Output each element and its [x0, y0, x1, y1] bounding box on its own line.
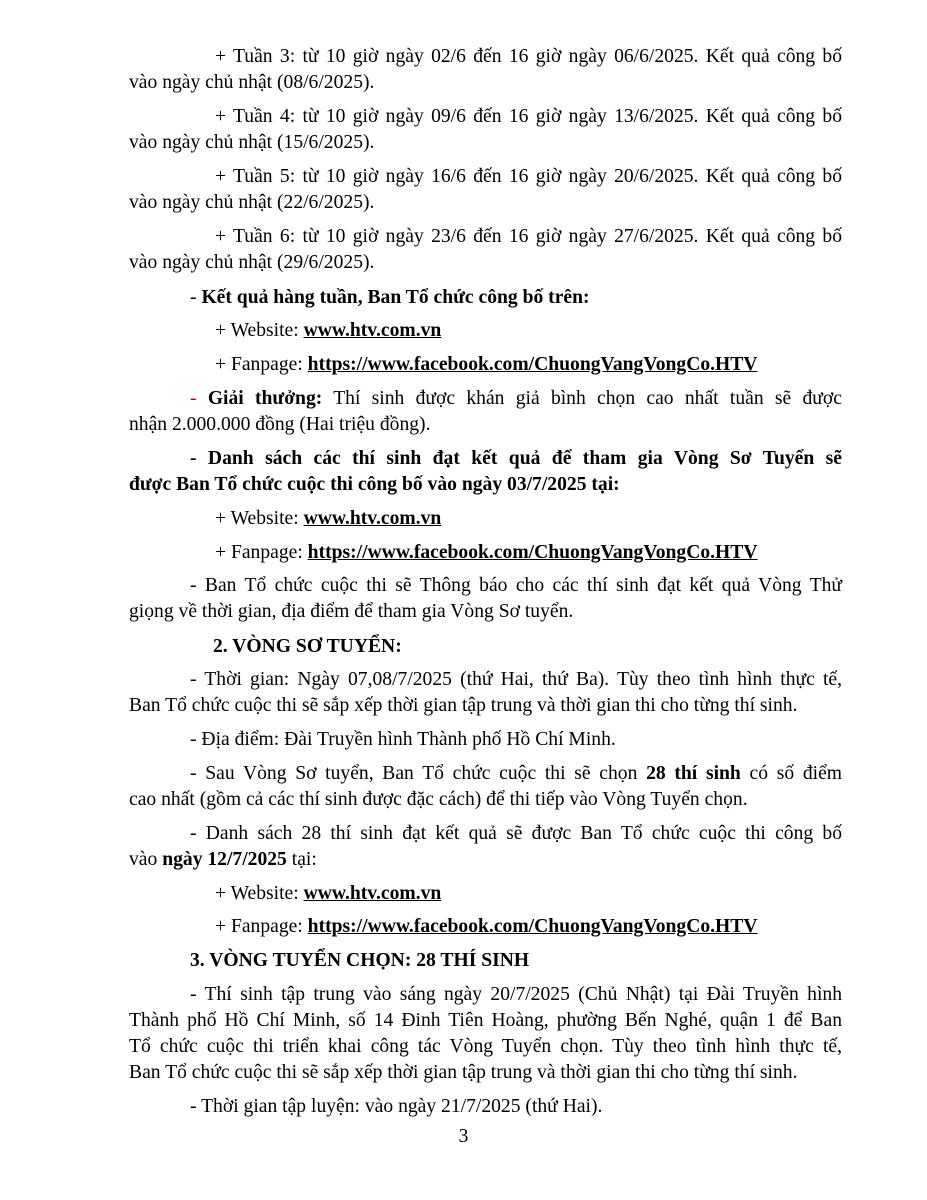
section3-gather-line3: Tổ chức cuộc thi triển khai công tác Vòng Tuyển chọn. Tùy theo tình hình thực tế,: [129, 1036, 842, 1057]
week4-text: + Tuần 4: từ 10 giờ ngày 09/6 đến 16 giờ ngày 13/6/2025. Kết quả công bố: [215, 106, 842, 127]
section2-heading: 2. VÒNG SƠ TUYỂN:: [213, 636, 402, 657]
week4-line2: vào ngày chủ nhật (15/6/2025).: [129, 132, 375, 153]
website-link[interactable]: www.htv.com.vn: [303, 883, 442, 904]
fanpage-link[interactable]: https://www.facebook.com/ChuongVangVongCo.HTV: [307, 916, 758, 937]
prize-line1: [129, 386, 842, 412]
select-post: có số điểm: [740, 763, 843, 784]
week3-text: + Tuần 3: từ 10 giờ ngày 02/6 đến 16 giờ ngày 06/6/2025. Kết quả công bố: [215, 46, 842, 67]
section2-select-line2: cao nhất (gồm cả các thí sinh được đặc cách) để thi tiếp vào Vòng Tuyển chọn.: [129, 789, 748, 810]
select-pre: - Sau Vòng Sơ tuyển, Ban Tổ chức cuộc thi sẽ chọn: [190, 763, 647, 784]
weekly-results-label: Kết quả hàng tuần, Ban Tổ chức công bố trên:: [201, 287, 590, 308]
section3-gather-line1: [129, 982, 842, 1008]
section2-time-line1: [129, 667, 842, 693]
website-prefix: + Website:: [215, 883, 304, 904]
week5-line1: [129, 164, 842, 190]
links2-website: [215, 506, 441, 532]
select-count: 28 thí sinh: [646, 763, 741, 784]
links3-website: [215, 881, 441, 907]
fanpage-prefix: + Fanpage:: [215, 354, 308, 375]
section2-location: - Địa điểm: Đài Truyền hình Thành phố Hồ Chí Minh.: [190, 729, 616, 750]
prize-dash: -: [190, 388, 208, 409]
week4-line1: [129, 104, 842, 130]
week6-line2: vào ngày chủ nhật (29/6/2025).: [129, 252, 375, 273]
fanpage-link[interactable]: https://www.facebook.com/ChuongVangVongCo.HTV: [307, 354, 758, 375]
prize-line2: nhận 2.000.000 đồng (Hai triệu đồng).: [129, 414, 431, 435]
section3-gather-line2: Thành phố Hồ Chí Minh, số 14 Đinh Tiên Hoàng, phường Bến Nghé, quận 1 để Ban: [129, 1010, 842, 1031]
website-prefix: + Website:: [215, 320, 304, 341]
list-date-pre: vào: [129, 849, 163, 870]
week5-line2: vào ngày chủ nhật (22/6/2025).: [129, 192, 375, 213]
week5-text: + Tuần 5: từ 10 giờ ngày 16/6 đến 16 giờ ngày 20/6/2025. Kết quả công bố: [215, 166, 842, 187]
notify-line1: [129, 573, 842, 599]
links1-fanpage: [215, 352, 758, 378]
week3-line2: vào ngày chủ nhật (08/6/2025).: [129, 72, 375, 93]
website-link[interactable]: www.htv.com.vn: [303, 508, 442, 529]
list-announce-line1: [129, 446, 842, 472]
week6-text: + Tuần 6: từ 10 giờ ngày 23/6 đến 16 giờ ngày 27/6/2025. Kết quả công bố: [215, 226, 842, 247]
page-number: 3: [458, 1126, 469, 1147]
section2-select-line1: [129, 761, 842, 787]
weekly-results-heading: [190, 285, 590, 311]
list-date: ngày 12/7/2025: [162, 849, 287, 870]
notify-line2: giọng về thời gian, địa điểm để tham gia Vòng Sơ tuyển.: [129, 601, 574, 622]
weekly-results-dash: -: [190, 287, 202, 308]
section2-time-line2: Ban Tổ chức cuộc thi sẽ sắp xếp thời gian tập trung và thời gian thi cho từng thí sinh.: [129, 695, 798, 716]
week3-line1: [129, 44, 842, 70]
fanpage-prefix: + Fanpage:: [215, 542, 308, 563]
links3-fanpage: [215, 914, 758, 940]
section2-time-text: - Thời gian: Ngày 07,08/7/2025 (thứ Hai, thứ Ba). Tùy theo tình hình thực tế,: [190, 669, 842, 690]
section2-list-line2: [129, 847, 842, 873]
website-link[interactable]: www.htv.com.vn: [303, 320, 442, 341]
list-date-post: tại:: [286, 849, 317, 870]
links1-website: [215, 318, 441, 344]
prize-text: Thí sinh được khán giả bình chọn cao nhất tuần sẽ được: [322, 388, 842, 409]
prize-label: Giải thưởng:: [207, 388, 323, 409]
section3-practice: - Thời gian tập luyện: vào ngày 21/7/2025 (thứ Hai).: [190, 1096, 603, 1117]
gather-text1: - Thí sinh tập trung vào sáng ngày 20/7/2025 (Chủ Nhật) tại Đài Truyền hình: [190, 984, 842, 1005]
list-announce-text: - Danh sách các thí sinh đạt kết quả để tham gia Vòng Sơ Tuyển sẽ: [190, 448, 842, 469]
section2-list-text: - Danh sách 28 thí sinh đạt kết quả sẽ được Ban Tổ chức cuộc thi công bố: [190, 823, 842, 844]
notify-text: - Ban Tổ chức cuộc thi sẽ Thông báo cho các thí sinh đạt kết quả Vòng Thử: [190, 575, 842, 596]
fanpage-prefix: + Fanpage:: [215, 916, 308, 937]
links2-fanpage: [215, 540, 758, 566]
fanpage-link[interactable]: https://www.facebook.com/ChuongVangVongCo.HTV: [307, 542, 758, 563]
section3-gather-line4: Ban Tổ chức cuộc thi sẽ sắp xếp thời gian tập trung và thời gian thi cho từng thí sinh.: [129, 1062, 798, 1083]
week6-line1: [129, 224, 842, 250]
section3-heading: 3. VÒNG TUYỂN CHỌN: 28 THÍ SINH: [190, 950, 530, 971]
website-prefix: + Website:: [215, 508, 304, 529]
list-announce-line2: được Ban Tổ chức cuộc thi công bố vào ngày 03/7/2025 tại:: [129, 474, 620, 495]
section2-list-line1: [129, 821, 842, 847]
